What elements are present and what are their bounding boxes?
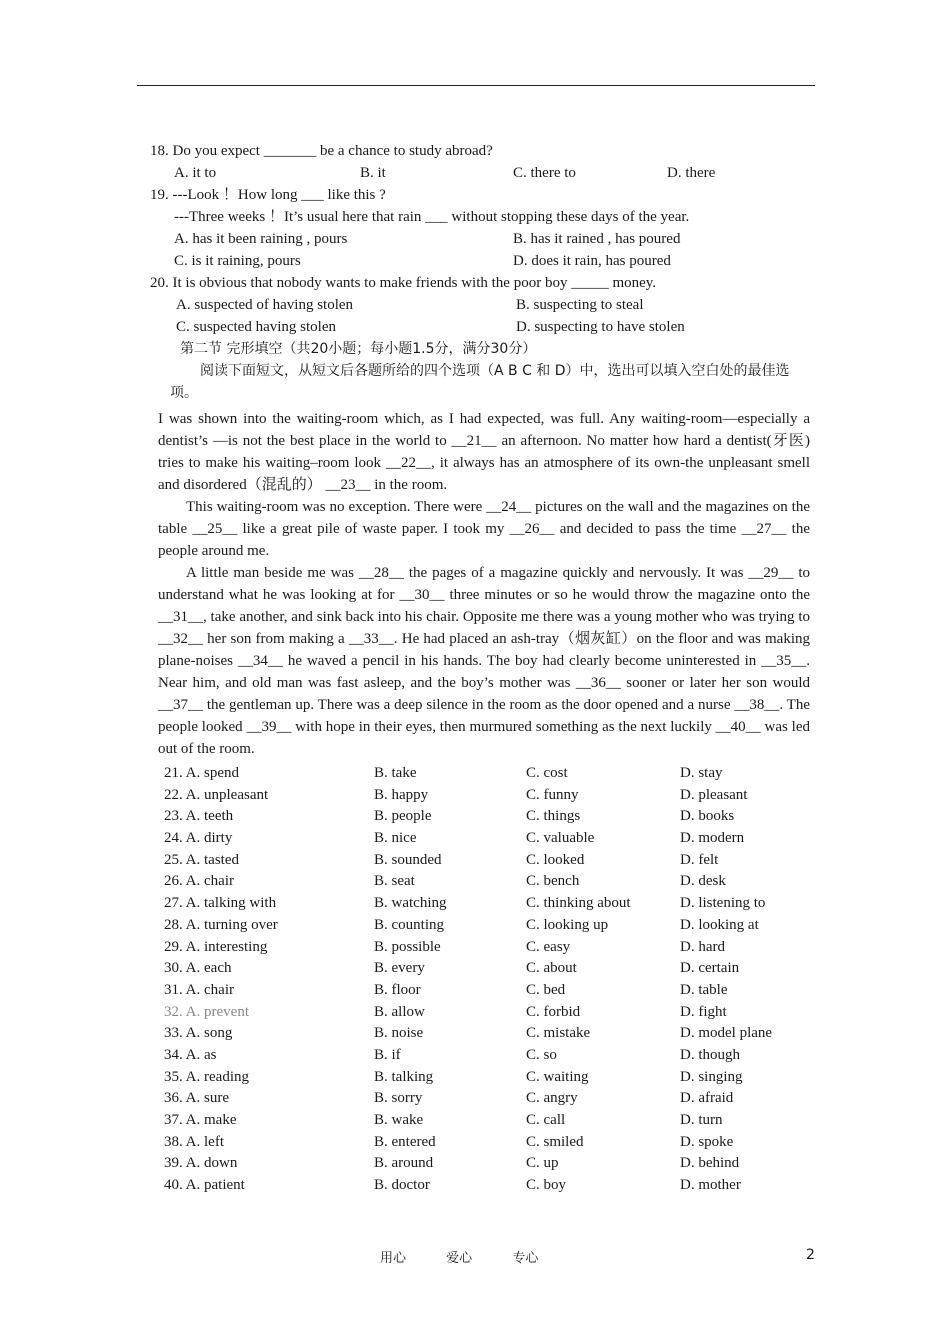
option-a: 40. A. patient xyxy=(164,1177,245,1194)
option-d: D. behind xyxy=(680,1155,740,1172)
option-b: B. suspecting to steal xyxy=(516,297,644,313)
question-20-stem xyxy=(150,272,810,294)
option-c: C. things xyxy=(526,808,581,825)
option-b: B. entered xyxy=(374,1133,436,1150)
question-19-options-row1 xyxy=(150,228,810,250)
header-rule xyxy=(137,85,815,86)
cloze-row xyxy=(164,870,810,892)
cloze-row xyxy=(164,1001,810,1023)
option-a: 33. A. song xyxy=(164,1025,233,1042)
question-18-stem xyxy=(150,140,810,162)
option-a: 35. A. reading xyxy=(164,1068,249,1085)
option-c: C. suspected having stolen xyxy=(176,319,336,335)
cloze-row xyxy=(164,849,810,871)
question-19-stem xyxy=(150,184,810,206)
option-d: D. felt xyxy=(680,851,719,868)
option-b: B. it xyxy=(360,165,386,181)
option-c: C. cost xyxy=(526,765,568,781)
option-a: 27. A. talking with xyxy=(164,895,277,912)
option-c: C. looking up xyxy=(526,916,609,933)
cloze-row xyxy=(164,914,810,936)
option-c: C. bed xyxy=(526,981,566,998)
option-b: B. noise xyxy=(374,1025,424,1042)
option-b: B. wake xyxy=(374,1112,424,1128)
option-a: 32. A. prevent xyxy=(164,1003,249,1020)
question-stem: 18. Do you expect _______ be a chance to study abroad? xyxy=(150,143,493,159)
passage-paragraph-1: I was shown into the waiting-room which, as I had expected, was full. Any waiting-room—especially a dentist’s —is not the best place in the world to __21__ an afternoon. No matter how hard a dentist(牙医) tries to make his waiting–room look __22__, it always has an atmosphere of its own-the unpleasant smell and disordered（混乱的） __23__ in the room. xyxy=(158,411,810,493)
option-a: 26. A. chair xyxy=(164,873,234,890)
passage-paragraph-2: This waiting-room was no exception. There were __24__ pictures on the wall and the magazines on the table __25__ like a great pile of waste paper. I took my __26__ and decided to pass the time __27__ the people around me. xyxy=(158,499,810,559)
cloze-row xyxy=(164,892,810,914)
section-instruction: 阅读下面短文，从短文后各题所给的四个选项（A B C 和 D）中，选出可以填入空白处的最佳选项。 xyxy=(170,363,790,401)
motto-word: 用心 xyxy=(380,1251,407,1266)
option-c: C. bench xyxy=(526,873,580,890)
option-d: D. listening to xyxy=(680,895,766,912)
option-c: C. about xyxy=(526,960,577,977)
option-d: D. turn xyxy=(680,1112,723,1128)
cloze-row xyxy=(164,827,810,849)
option-a: 22. A. unpleasant xyxy=(164,786,269,803)
option-c: C. is it raining, pours xyxy=(174,253,301,269)
cloze-row xyxy=(164,784,810,806)
option-a: 25. A. tasted xyxy=(164,851,239,868)
option-b: B. take xyxy=(374,765,417,781)
option-d: D. singing xyxy=(680,1068,743,1085)
option-c: C. thinking about xyxy=(526,895,631,912)
option-c: C. call xyxy=(526,1112,566,1128)
option-c: C. easy xyxy=(526,938,571,955)
option-b: B. has it rained , has poured xyxy=(513,231,681,247)
option-a: 29. A. interesting xyxy=(164,938,268,955)
option-a: A. it to xyxy=(174,165,217,181)
cloze-row xyxy=(164,1109,810,1131)
option-d: D. spoke xyxy=(680,1133,734,1150)
option-a: 21. A. spend xyxy=(164,765,239,781)
option-d: D. suspecting to have stolen xyxy=(516,319,685,335)
cloze-row xyxy=(164,1131,810,1153)
option-a: 24. A. dirty xyxy=(164,830,233,847)
option-c: C. so xyxy=(526,1046,557,1063)
option-a: A. has it been raining , pours xyxy=(174,231,348,247)
page-number: 2 xyxy=(806,1247,815,1263)
option-a: 39. A. down xyxy=(164,1155,238,1172)
option-a: 31. A. chair xyxy=(164,981,234,998)
option-a: 38. A. left xyxy=(164,1133,224,1150)
option-c: C. angry xyxy=(526,1090,578,1107)
option-b: B. sorry xyxy=(374,1090,423,1107)
option-c: C. funny xyxy=(526,786,579,803)
question-20-options-row1 xyxy=(150,294,810,316)
page-footer xyxy=(0,1247,950,1271)
option-b: B. around xyxy=(374,1155,434,1172)
option-b: B. seat xyxy=(374,873,415,890)
option-b: B. watching xyxy=(374,895,447,912)
option-d: D. there xyxy=(667,165,716,181)
cloze-row xyxy=(164,1044,810,1066)
option-b: B. floor xyxy=(374,981,421,998)
option-d: D. mother xyxy=(680,1177,741,1194)
option-b: B. happy xyxy=(374,786,429,803)
passage-paragraph-3: A little man beside me was __28__ the pages of a magazine quickly and nervously. It was __29__ to understand what he was looking at for __30__ three minutes or so he would throw the magazine onto the __31__, take another, and sink back into his chair. Opposite me there was a young mother who was trying to __32__ her son from making a __33__. He had placed an ash-tray（烟灰缸）on the floor and was making plane-noises __34__ he waved a pencil in his hands. The boy had clearly become uninterested in __35__. Near him, and old man was fast asleep, and the boy’s mother was __36__ sooner or later her son would __37__ the gentleman up. There was a deep silence in the room as the door opened and a nurse __38__. The people looked __39__ with hope in their eyes, then murmured something as the next luckily __40__ was led out of the room. xyxy=(158,565,810,757)
option-a: 34. A. as xyxy=(164,1046,217,1063)
option-d: D. modern xyxy=(680,830,745,847)
question-20-options-row2 xyxy=(150,316,810,338)
cloze-options-table xyxy=(164,762,810,1196)
motto-word: 专心 xyxy=(512,1251,539,1266)
option-b: B. possible xyxy=(374,938,441,955)
cloze-row xyxy=(164,936,810,958)
cloze-row xyxy=(164,1066,810,1088)
cloze-row xyxy=(164,805,810,827)
option-d: D. certain xyxy=(680,960,740,977)
option-b: B. nice xyxy=(374,830,417,847)
option-c: C. smiled xyxy=(526,1133,584,1150)
option-a: 23. A. teeth xyxy=(164,808,234,825)
section-title: 第二节 完形填空（共20小题；每小题1.5分，满分30分） xyxy=(180,341,537,357)
cloze-row xyxy=(164,1152,810,1174)
option-d: D. fight xyxy=(680,1003,727,1020)
option-a: 30. A. each xyxy=(164,960,232,977)
option-b: B. talking xyxy=(374,1068,434,1085)
question-19-options-row2 xyxy=(150,250,810,272)
question-stem: 20. It is obvious that nobody wants to make friends with the poor boy _____ money. xyxy=(150,275,657,291)
option-c: C. up xyxy=(526,1155,559,1172)
cloze-row xyxy=(164,1087,810,1109)
option-c: C. boy xyxy=(526,1177,567,1194)
cloze-row xyxy=(164,762,810,784)
motto-word: 爱心 xyxy=(446,1251,473,1266)
option-a: A. suspected of having stolen xyxy=(176,297,354,313)
option-b: B. counting xyxy=(374,916,444,933)
footer-motto xyxy=(380,1247,574,1266)
option-b: B. sounded xyxy=(374,851,442,868)
cloze-row xyxy=(164,1022,810,1044)
option-d: D. hard xyxy=(680,938,725,955)
option-d: D. afraid xyxy=(680,1090,734,1107)
option-a: 28. A. turning over xyxy=(164,916,278,933)
option-d: D. stay xyxy=(680,765,723,781)
option-c: C. there to xyxy=(513,165,576,181)
option-d: D. though xyxy=(680,1046,740,1063)
option-b: B. people xyxy=(374,808,432,825)
exam-page xyxy=(150,140,810,1196)
option-b: B. allow xyxy=(374,1003,425,1020)
cloze-row xyxy=(164,1174,810,1196)
option-b: B. if xyxy=(374,1046,401,1063)
option-d: D. looking at xyxy=(680,916,759,933)
question-stem: 19. ---Look ！How long ___ like this ? xyxy=(150,187,386,203)
option-d: D. model plane xyxy=(680,1025,773,1042)
option-b: B. every xyxy=(374,960,425,977)
option-c: C. mistake xyxy=(526,1025,591,1042)
option-c: C. forbid xyxy=(526,1003,581,1020)
option-d: D. books xyxy=(680,808,735,825)
option-a: 37. A. make xyxy=(164,1112,237,1128)
option-d: D. desk xyxy=(680,873,726,890)
cloze-passage xyxy=(158,408,810,760)
option-d: D. pleasant xyxy=(680,786,748,803)
option-d: D. table xyxy=(680,981,728,998)
question-stem-continued: ---Three weeks ！It’s usual here that rain ___ without stopping these days of the year. xyxy=(174,209,690,225)
question-19-stem2 xyxy=(150,206,810,228)
cloze-row xyxy=(164,957,810,979)
option-a: 36. A. sure xyxy=(164,1090,229,1107)
cloze-row xyxy=(164,979,810,1001)
question-18-options xyxy=(150,162,810,184)
option-d: D. does it rain, has poured xyxy=(513,253,671,269)
option-c: C. looked xyxy=(526,851,585,868)
option-c: C. valuable xyxy=(526,830,595,847)
option-c: C. waiting xyxy=(526,1068,589,1085)
option-b: B. doctor xyxy=(374,1177,430,1194)
